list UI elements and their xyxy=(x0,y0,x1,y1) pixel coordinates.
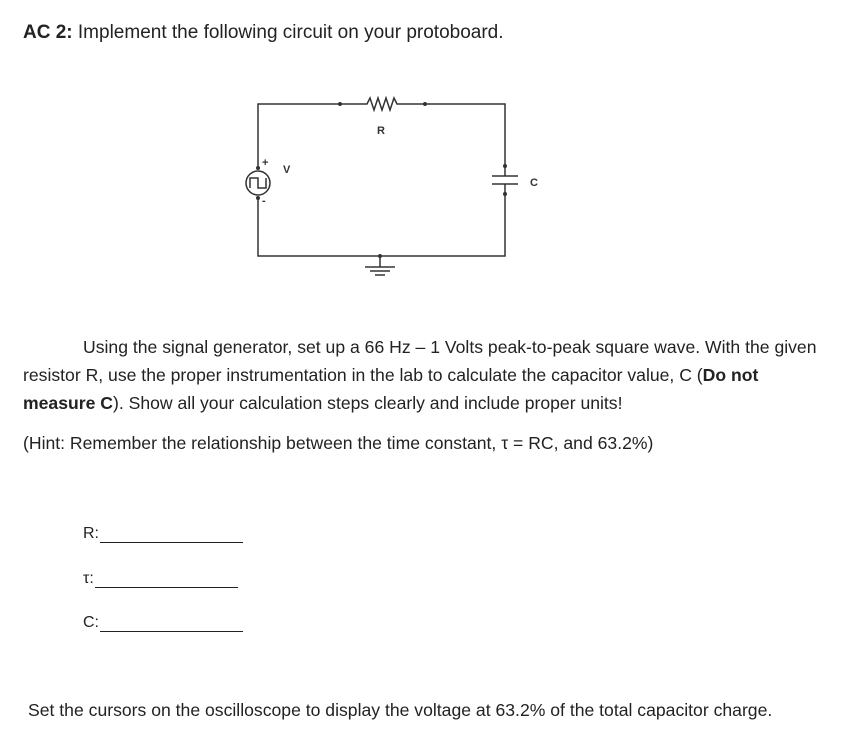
plus-sign: + xyxy=(262,157,269,169)
hint-text: (Hint: Remember the relationship between the time constant, τ = RC, and 63.2%) xyxy=(23,433,654,453)
node-dot xyxy=(503,192,507,196)
answer-c xyxy=(83,614,243,632)
source-label: V xyxy=(283,164,291,176)
answer-r-field[interactable] xyxy=(100,528,243,543)
answer-tau-field[interactable] xyxy=(95,573,238,588)
resistor-label: R xyxy=(377,125,385,137)
instructions-part1: Using the signal generator, set up a 66 Hz – 1 Volts peak-to-peak square wave. With the given resistor R, use the proper instrumentation in the lab to calculate the capacitor value, C ( xyxy=(23,337,817,385)
rc-circuit-diagram xyxy=(0,0,850,310)
wire-right-bottom xyxy=(258,184,505,256)
node-dot xyxy=(256,196,260,200)
answer-c-field[interactable] xyxy=(100,617,243,632)
wire-top-left xyxy=(258,104,340,168)
node-dot xyxy=(503,164,507,168)
square-wave-symbol xyxy=(250,178,266,188)
instructions-bold: Do not measure C xyxy=(23,365,759,413)
answer-tau xyxy=(83,570,238,588)
answer-c-label: C: xyxy=(83,614,99,631)
node-dot xyxy=(378,254,382,258)
instructions-part2: ). Show all your calculation steps clearly and include proper units! xyxy=(112,393,623,413)
instructions-paragraph xyxy=(23,333,823,417)
node-dot xyxy=(338,102,342,106)
node-dot xyxy=(423,102,427,106)
answer-r xyxy=(83,525,243,543)
resistor-symbol xyxy=(340,98,425,110)
wire-top-right xyxy=(425,104,505,176)
answer-tau-label: τ: xyxy=(83,570,94,587)
minus-sign: - xyxy=(262,195,266,207)
title-text: Implement the following circuit on your protoboard. xyxy=(77,22,504,43)
title-label: AC 2: xyxy=(23,22,73,43)
answer-r-label: R: xyxy=(83,525,99,542)
node-dot xyxy=(256,166,260,170)
capacitor-label: C xyxy=(530,177,538,189)
footer-text: Set the cursors on the oscilloscope to display the voltage at 63.2% of the total capacitor charge. xyxy=(28,700,773,720)
